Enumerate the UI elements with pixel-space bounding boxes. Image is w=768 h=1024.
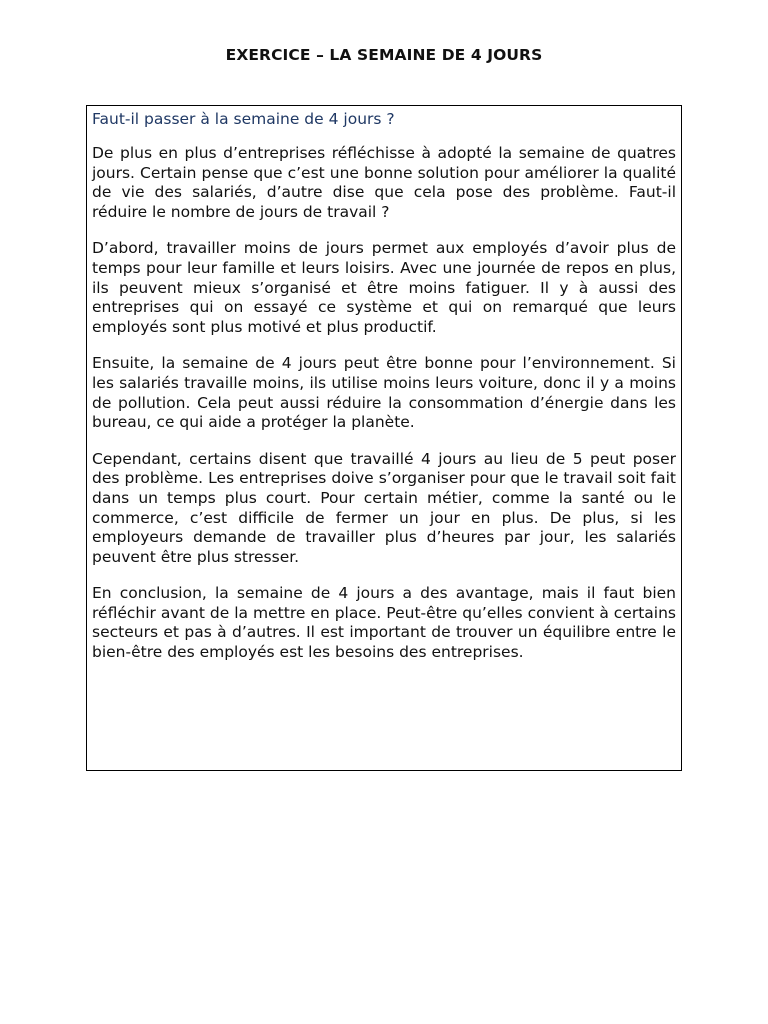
paragraph-counter-argument: Cependant, certains disent que travaillé 4 jours au lieu de 5 peut poser des problème. Les entreprises doive s’organiser pour que le travail soit fait dans un temps plus court. Pour certain métier, comme la santé ou le commerce, c’est difficile de fermer un jour en plus. De plus, si les employeurs demande de travailler plus d’heures par jour, les salariés peuvent être plus stresser. xyxy=(92,449,676,566)
exercise-question-heading: Faut-il passer à la semaine de 4 jours ? xyxy=(92,110,395,128)
paragraph-first-argument: D’abord, travailler moins de jours permet aux employés d’avoir plus de temps pour leur famille et leurs loisirs. Avec une journée de repos en plus, ils peuvent mieux s’organisé et être moins fatiguer. Il y à aussi des entreprises qui on essayé ce système et qui on remarqué que leurs employés sont plus motivé et plus productif. xyxy=(92,239,676,336)
paragraph-second-argument: Ensuite, la semaine de 4 jours peut être bonne pour l’environnement. Si les salariés travaille moins, ils utilise moins leurs voiture, donc il y a moins de pollution. Cela peut aussi réduire la consommation d’énergie dans les bureau, ce qui aide a protéger la planète. xyxy=(92,354,676,432)
paragraph-conclusion: En conclusion, la semaine de 4 jours a des avantage, mais il faut bien réfléchir avant de la mettre en place. Peut-être qu’elles convient à certains secteurs et pas à d’autres. Il est important de trouver un équilibre entre le bien-être des employés est les besoins des entreprises. xyxy=(92,584,676,662)
document-title: EXERCICE – LA SEMAINE DE 4 JOURS xyxy=(225,46,543,64)
exercise-text-box xyxy=(86,105,682,771)
paragraph-introduction: De plus en plus d’entreprises réfléchisse à adopté la semaine de quatres jours. Certain pense que c’est une bonne solution pour améliorer la qualité de vie des salariés, d’autre dise que cela pose des problème. Faut-il réduire le nombre de jours de travail ? xyxy=(92,144,676,221)
